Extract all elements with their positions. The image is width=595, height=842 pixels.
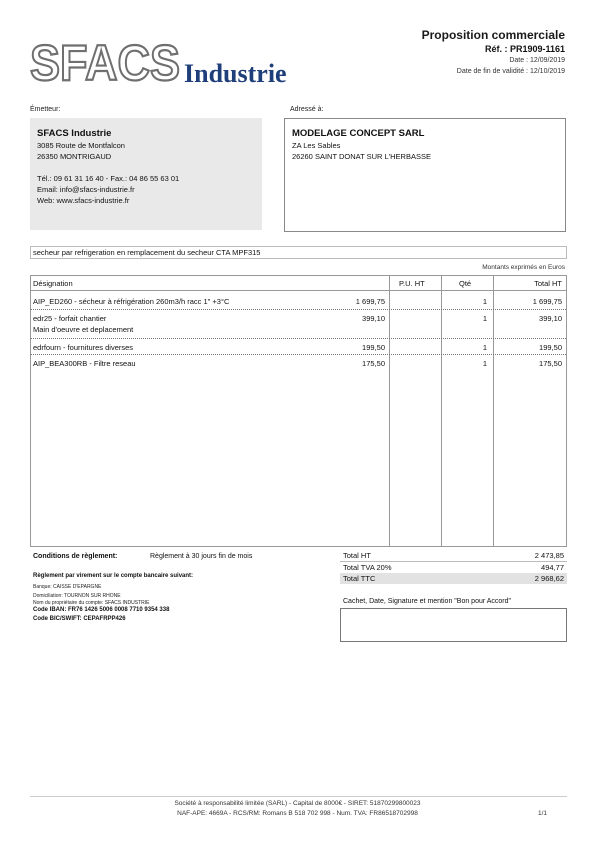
issuer-email: Email: info@sfacs-industrie.fr	[37, 185, 135, 194]
company-logo	[30, 36, 320, 86]
validity-date: Date de fin de validité : 12/10/2019	[456, 68, 565, 75]
column-header-unit-price: P.U. HT	[399, 279, 425, 288]
table-row	[31, 340, 566, 355]
total-tva-value: 494,77	[541, 563, 564, 572]
currency-note: Montants exprimés en Euros	[482, 264, 565, 271]
column-header-total: Total HT	[534, 279, 562, 288]
subject-line: secheur par refrigeration en remplacement du secheur CTA MPF315	[30, 246, 567, 259]
issuer-box	[30, 118, 262, 230]
total-tva-row	[340, 562, 567, 573]
footer-legal-line1: Société à responsabilité limitée (SARL) - Capital de 8000€ - SIRET: 51870299800023	[174, 800, 421, 807]
bank-iban: Code IBAN: FR76 1426 5006 0008 7710 9354 338	[33, 607, 170, 613]
issuer-address-line1: 3085 Route de Montfalcon	[37, 141, 125, 150]
items-table	[30, 275, 567, 547]
page-number: 1/1	[537, 810, 547, 817]
item-unit-price: 199,50	[362, 343, 385, 352]
bank-domiciliation: Domiciliation: TOURNON SUR RHONE	[33, 593, 121, 599]
recipient-address-line1: ZA Les Sables	[292, 141, 341, 150]
bank-account-owner: Nom du propriétaire du compte: SFACS INDUSTRIE	[33, 600, 150, 606]
row-separator	[31, 338, 566, 339]
total-ht-row	[340, 550, 567, 562]
table-row	[31, 311, 566, 339]
bank-transfer-title: Règlement par virement sur le compte bancaire suivant:	[33, 573, 194, 579]
item-unit-price: 399,10	[362, 314, 385, 323]
document-reference: Réf. : PR1909-1161	[484, 44, 565, 54]
item-total: 199,50	[539, 343, 562, 352]
totals-block	[340, 550, 567, 584]
row-separator	[31, 354, 566, 355]
payment-terms-label: Conditions de règlement:	[33, 553, 118, 560]
item-quantity: 1	[482, 297, 487, 306]
bank-bic: Code BIC/SWIFT: CEPAFRPP426	[33, 616, 126, 622]
footer-legal-line2: NAF-APE: 4669A - RCS/RM: Romans B 518 702 998 - Num. TVA: FR86518702998	[177, 810, 418, 817]
column-header-designation: Désignation	[33, 279, 73, 288]
item-description: Main d'oeuvre et deplacement	[33, 325, 134, 334]
item-total: 175,50	[539, 359, 562, 368]
column-header-quantity: Qté	[459, 279, 472, 288]
row-separator	[31, 309, 566, 310]
table-row	[31, 294, 566, 310]
total-tva-label: Total TVA 20%	[343, 563, 392, 572]
total-ttc-value: 2 968,62	[534, 574, 564, 583]
bank-name: Banque: CAISSE D'EPARGNE	[33, 584, 102, 590]
item-unit-price: 175,50	[362, 359, 385, 368]
total-ttc-row	[340, 573, 567, 584]
recipient-address-line2: 26260 SAINT DONAT SUR L'HERBASSE	[292, 152, 431, 161]
item-unit-price: 1 699,75	[355, 297, 385, 306]
item-designation: edrfourn - fournitures diverses	[33, 343, 134, 352]
total-ttc-label: Total TTC	[343, 574, 376, 583]
item-designation: AIP_BEA300RB - Filtre reseau	[33, 359, 136, 368]
logo-mark: SFACS	[30, 36, 180, 86]
signature-label: Cachet, Date, Signature et mention "Bon pour Accord"	[343, 598, 512, 605]
issuer-phone: Tél.: 09 61 31 16 40 - Fax.: 04 86 55 63 01	[37, 174, 180, 183]
item-total: 1 699,75	[532, 297, 562, 306]
signature-box[interactable]	[340, 608, 567, 642]
item-designation: edr25 - forfait chantier	[33, 314, 107, 323]
item-quantity: 1	[482, 343, 487, 352]
document-title: Proposition commerciale	[421, 28, 565, 42]
header-divider	[31, 290, 566, 291]
recipient-label: Adressé à:	[290, 106, 324, 113]
table-row	[31, 356, 566, 371]
issuer-label: Émetteur:	[30, 106, 61, 113]
document-date: Date : 12/09/2019	[509, 57, 565, 64]
item-designation: AIP_ED260 - sécheur à réfrigération 260m3/h racc 1" +3°C	[33, 297, 230, 306]
logo-word: Industrie	[184, 59, 287, 86]
issuer-website: Web: www.sfacs-industrie.fr	[37, 196, 130, 205]
item-quantity: 1	[482, 359, 487, 368]
footer-divider	[30, 796, 567, 797]
payment-terms-value: Règlement à 30 jours fin de mois	[150, 553, 253, 560]
recipient-name: MODELAGE CONCEPT SARL	[292, 128, 425, 139]
total-ht-value: 2 473,85	[534, 551, 564, 560]
total-ht-label: Total HT	[343, 551, 371, 560]
issuer-name: SFACS Industrie	[37, 128, 112, 139]
item-total: 399,10	[539, 314, 562, 323]
issuer-address-line2: 26350 MONTRIGAUD	[37, 152, 112, 161]
recipient-box	[284, 118, 566, 232]
item-quantity: 1	[482, 314, 487, 323]
